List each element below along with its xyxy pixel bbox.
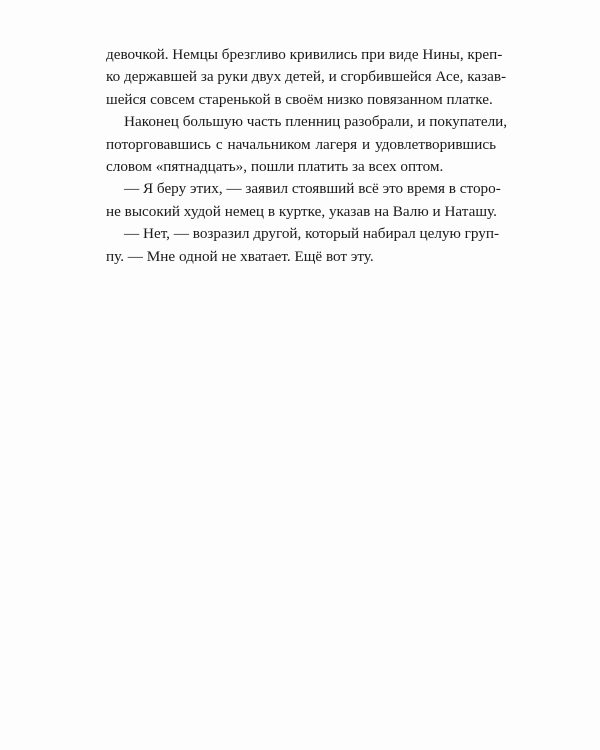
- text-line: пу. — Мне одной не хватает. Ещё вот эту.: [106, 247, 374, 265]
- body-text: [106, 44, 508, 268]
- text-line: — Я беру этих, — заявил стоявший всё это время в сторо-: [124, 180, 501, 198]
- text-line: девочкой. Немцы брезгливо кривились при виде Нины, креп-: [106, 46, 503, 63]
- text-line: шейся совсем старенькой в своём низко повязанном платке.: [106, 90, 493, 108]
- text-line: — Нет, — возразил другой, который набирал целую груп-: [124, 225, 500, 243]
- text-line: не высокий худой немец в куртке, указав на Валю и Наташу.: [106, 202, 497, 220]
- text-line: Наконец большую часть пленниц разобрали, и покупатели,: [124, 113, 508, 131]
- text-line: словом «пятнадцать», пошли платить за всех оптом.: [106, 157, 444, 175]
- text-line: ко державшей за руки двух детей, и сгорбившейся Асе, казав-: [106, 68, 507, 86]
- text-line: поторговавшись с начальником лагеря и удовлетворившись: [106, 135, 496, 153]
